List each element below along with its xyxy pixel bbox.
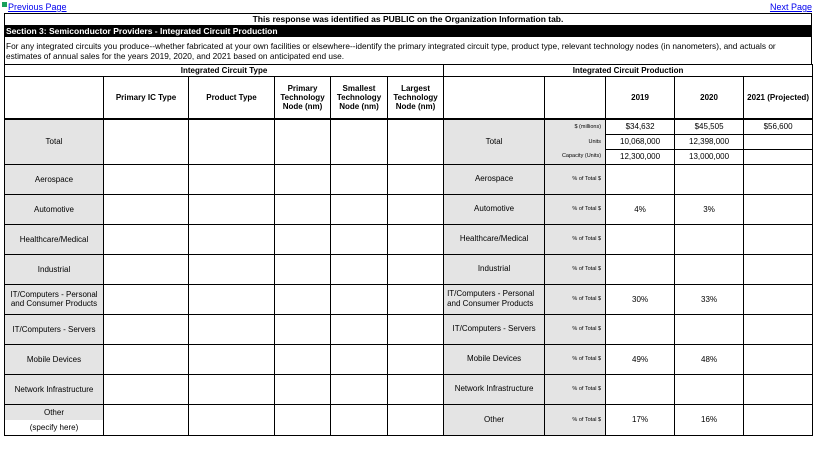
group-header-ic-production: Integrated Circuit Production — [444, 65, 813, 77]
input-cell[interactable] — [275, 119, 331, 165]
previous-page-link[interactable]: Previous Page — [8, 2, 67, 12]
value-2020[interactable] — [675, 164, 744, 194]
header-smallest-node: Smallest Technology Node (nm) — [331, 77, 388, 119]
value-2021[interactable] — [744, 404, 813, 435]
value-2021[interactable] — [744, 284, 813, 314]
input-cell[interactable] — [331, 314, 388, 344]
input-cell[interactable] — [104, 314, 189, 344]
value-2021[interactable] — [744, 344, 813, 374]
end-use-row — [5, 254, 813, 284]
header-blank — [5, 77, 104, 119]
input-cell[interactable] — [275, 194, 331, 224]
value-2020[interactable] — [675, 224, 744, 254]
row-label-mobile-devices: Mobile Devices — [5, 344, 104, 374]
input-cell[interactable] — [104, 374, 189, 404]
input-cell[interactable] — [189, 404, 275, 435]
right-label-it-computers-personal-and-consumer-products: IT/Computers - Personal and Consumer Products — [444, 284, 545, 314]
total-2021-dollars[interactable]: $56,600 — [744, 120, 812, 135]
total-2019-units[interactable]: 10,068,000 — [606, 135, 674, 150]
input-cell[interactable] — [331, 194, 388, 224]
unit-units: Units — [588, 139, 602, 145]
section-title: Section 3: Semiconductor Providers - Integrated Circuit Production — [4, 25, 812, 37]
right-label-mobile-devices: Mobile Devices — [444, 344, 545, 374]
unit-pct-total: % of Total $ — [545, 224, 606, 254]
form-sheet — [4, 13, 812, 436]
total-2021-units[interactable] — [744, 135, 812, 150]
input-cell[interactable] — [275, 314, 331, 344]
input-cell[interactable] — [104, 254, 189, 284]
value-2019[interactable] — [606, 314, 675, 344]
input-cell[interactable] — [189, 194, 275, 224]
header-primary-ic-type: Primary IC Type — [104, 77, 189, 119]
header-largest-node: Largest Technology Node (nm) — [388, 77, 444, 119]
total-2020-units[interactable]: 12,398,000 — [675, 135, 743, 150]
right-label-automotive: Automotive — [444, 194, 545, 224]
end-use-row — [5, 284, 813, 314]
value-2019[interactable]: 30% — [606, 284, 675, 314]
right-label-other: Other — [444, 404, 545, 435]
input-cell[interactable] — [331, 164, 388, 194]
value-2021[interactable] — [744, 254, 813, 284]
row-label-it-computers-servers: IT/Computers - Servers — [5, 314, 104, 344]
input-cell[interactable] — [189, 284, 275, 314]
input-cell[interactable] — [104, 284, 189, 314]
input-cell[interactable] — [388, 284, 444, 314]
value-2020[interactable]: 16% — [675, 404, 744, 435]
value-2020[interactable]: 3% — [675, 194, 744, 224]
input-cell[interactable] — [275, 254, 331, 284]
input-cell[interactable] — [189, 164, 275, 194]
ic-production-table — [4, 64, 813, 436]
value-2019[interactable]: 4% — [606, 194, 675, 224]
section-instructions: For any integrated circuits you produce--whether fabricated at your own facilities or elsewhere--identify the primary integrated circuit type, product type, relevant technology nodes (in nanometers), and actuals or estimates of annual sales for the years 2019, 2020, and 2021 based on anticipated end use. — [4, 37, 812, 64]
value-2019[interactable] — [606, 164, 675, 194]
value-2019[interactable]: 49% — [606, 344, 675, 374]
input-cell[interactable] — [275, 284, 331, 314]
unit-pct-total: % of Total $ — [545, 254, 606, 284]
value-2020[interactable]: 48% — [675, 344, 744, 374]
input-cell[interactable] — [331, 119, 388, 165]
value-2019[interactable]: 17% — [606, 404, 675, 435]
unit-pct-total: % of Total $ — [545, 404, 606, 435]
row-label-it-computers-personal-and-consumer-products: IT/Computers - Personal and Consumer Products — [5, 284, 104, 314]
cell-marker — [2, 2, 7, 7]
input-cell[interactable] — [275, 224, 331, 254]
row-label-network-infrastructure: Network Infrastructure — [5, 374, 104, 404]
input-cell[interactable] — [189, 224, 275, 254]
right-label-total: Total — [444, 119, 545, 165]
end-use-row — [5, 194, 813, 224]
unit-pct-total: % of Total $ — [545, 284, 606, 314]
input-cell[interactable] — [331, 254, 388, 284]
input-cell[interactable] — [388, 374, 444, 404]
value-2020[interactable] — [675, 254, 744, 284]
value-2021[interactable] — [744, 164, 813, 194]
value-2020[interactable]: 33% — [675, 284, 744, 314]
input-cell[interactable] — [331, 224, 388, 254]
input-cell[interactable] — [104, 224, 189, 254]
group-header-ic-type: Integrated Circuit Type — [5, 65, 444, 77]
total-2019-capacity[interactable]: 12,300,000 — [620, 151, 661, 161]
header-product-type: Product Type — [189, 77, 275, 119]
input-cell[interactable] — [388, 344, 444, 374]
value-2019[interactable] — [606, 374, 675, 404]
input-cell[interactable] — [104, 119, 189, 165]
unit-dollars: $ (millions) — [545, 120, 605, 135]
input-cell[interactable] — [189, 374, 275, 404]
input-cell[interactable] — [104, 164, 189, 194]
row-label-other — [5, 404, 104, 435]
right-label-it-computers-servers: IT/Computers - Servers — [444, 314, 545, 344]
input-cell[interactable] — [189, 254, 275, 284]
input-cell[interactable] — [331, 344, 388, 374]
input-cell[interactable] — [331, 374, 388, 404]
input-cell[interactable] — [189, 119, 275, 165]
value-2021[interactable] — [744, 314, 813, 344]
end-use-row — [5, 404, 813, 435]
header-primary-node: Primary Technology Node (nm) — [275, 77, 331, 119]
input-cell[interactable] — [275, 404, 331, 435]
unit-pct-total: % of Total $ — [545, 374, 606, 404]
unit-pct-total: % of Total $ — [545, 344, 606, 374]
input-cell[interactable] — [388, 404, 444, 435]
row-label-healthcare-medical: Healthcare/Medical — [5, 224, 104, 254]
input-cell[interactable] — [275, 374, 331, 404]
right-label-aerospace: Aerospace — [444, 164, 545, 194]
total-2020-dollars[interactable]: $45,505 — [675, 120, 743, 135]
row-label-aerospace: Aerospace — [5, 164, 104, 194]
right-label-industrial: Industrial — [444, 254, 545, 284]
header-2019: 2019 — [606, 77, 675, 119]
input-cell[interactable] — [331, 284, 388, 314]
value-2020[interactable] — [675, 374, 744, 404]
end-use-row — [5, 344, 813, 374]
input-cell[interactable] — [189, 314, 275, 344]
input-cell[interactable] — [104, 404, 189, 435]
end-use-row — [5, 314, 813, 344]
header-blank-right — [444, 77, 545, 119]
total-2021-capacity[interactable] — [744, 150, 812, 164]
input-cell[interactable] — [388, 164, 444, 194]
input-cell[interactable] — [388, 224, 444, 254]
input-cell[interactable] — [104, 344, 189, 374]
value-2021[interactable] — [744, 194, 813, 224]
input-cell[interactable] — [104, 194, 189, 224]
end-use-row — [5, 374, 813, 404]
input-cell[interactable] — [331, 404, 388, 435]
value-2021[interactable] — [744, 374, 813, 404]
public-banner: This response was identified as PUBLIC on the Organization Information tab. — [4, 13, 812, 25]
input-cell[interactable] — [388, 194, 444, 224]
input-cell[interactable] — [275, 344, 331, 374]
right-label-healthcare-medical: Healthcare/Medical — [444, 224, 545, 254]
row-label-total: Total — [5, 119, 104, 165]
next-page-link[interactable]: Next Page — [769, 2, 812, 12]
unit-capacity: Capacity (Units) — [561, 153, 602, 159]
row-label-automotive: Automotive — [5, 194, 104, 224]
unit-pct-total: % of Total $ — [545, 164, 606, 194]
total-2019-dollars[interactable]: $34,632 — [606, 120, 674, 135]
specify-other-field[interactable]: (specify here) — [5, 420, 103, 435]
total-2020-capacity[interactable]: 13,000,000 — [689, 151, 730, 161]
end-use-row — [5, 224, 813, 254]
value-2019[interactable] — [606, 254, 675, 284]
header-2021: 2021 (Projected) — [744, 77, 813, 119]
value-2019[interactable] — [606, 224, 675, 254]
row-label-industrial: Industrial — [5, 254, 104, 284]
header-unit-blank — [545, 77, 606, 119]
row-label-text: Other — [43, 407, 64, 417]
header-2020: 2020 — [675, 77, 744, 119]
unit-pct-total: % of Total $ — [545, 314, 606, 344]
input-cell[interactable] — [388, 119, 444, 165]
input-cell[interactable] — [189, 344, 275, 374]
input-cell[interactable] — [275, 164, 331, 194]
input-cell[interactable] — [388, 314, 444, 344]
value-2021[interactable] — [744, 224, 813, 254]
input-cell[interactable] — [388, 254, 444, 284]
unit-pct-total: % of Total $ — [545, 194, 606, 224]
right-label-network-infrastructure: Network Infrastructure — [444, 374, 545, 404]
end-use-row — [5, 164, 813, 194]
value-2020[interactable] — [675, 314, 744, 344]
